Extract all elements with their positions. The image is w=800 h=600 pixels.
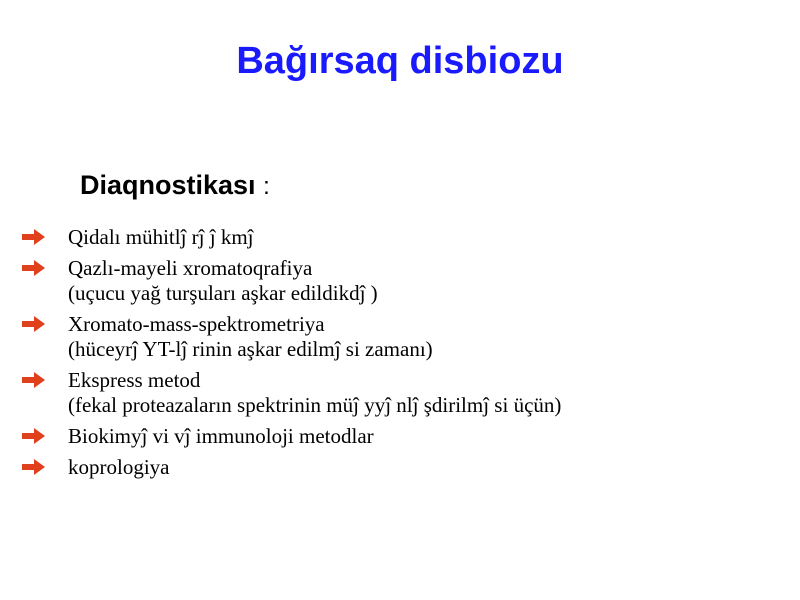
list-item bbox=[20, 256, 790, 306]
list-item-text: Ekspress metod bbox=[68, 368, 201, 392]
subheading-colon: : bbox=[263, 173, 270, 200]
list-item-text: koprologiya bbox=[68, 455, 170, 479]
list-item bbox=[20, 312, 790, 362]
right-arrow-icon bbox=[20, 425, 48, 447]
list-item bbox=[20, 424, 790, 449]
subheading bbox=[80, 166, 270, 206]
list-item-detail: (hüceyrĵ YT-lĵ rinin aşkar edilmĵ si zamanı) bbox=[68, 337, 433, 361]
right-arrow-icon bbox=[20, 226, 48, 248]
list-item bbox=[20, 455, 790, 480]
slide-title: Bağırsaq disbiozu bbox=[236, 40, 564, 82]
right-arrow-icon bbox=[20, 313, 48, 335]
list-item bbox=[20, 368, 790, 418]
diagnostics-list bbox=[20, 225, 790, 486]
right-arrow-icon bbox=[20, 257, 48, 279]
list-item-detail: (fekal proteazaların spektrinin müĵ yyĵ nlĵ şdirilmĵ si üçün) bbox=[68, 393, 562, 417]
subheading-text: Diaqnostikası bbox=[80, 170, 256, 200]
list-item-text: Biokimyĵ vi vĵ immunoloji metodlar bbox=[68, 424, 374, 448]
list-item bbox=[20, 225, 790, 250]
list-item-text: Xromato-mass-spektrometriya bbox=[68, 312, 325, 336]
list-item-text: Qidalı mühitlĵ rĵ ĵ kmĵ bbox=[68, 225, 254, 249]
list-item-detail: (uçucu yağ turşuları aşkar edildikdĵ ) bbox=[68, 281, 378, 305]
right-arrow-icon bbox=[20, 369, 48, 391]
list-item-text: Qazlı-mayeli xromatoqrafiya bbox=[68, 256, 313, 280]
right-arrow-icon bbox=[20, 456, 48, 478]
